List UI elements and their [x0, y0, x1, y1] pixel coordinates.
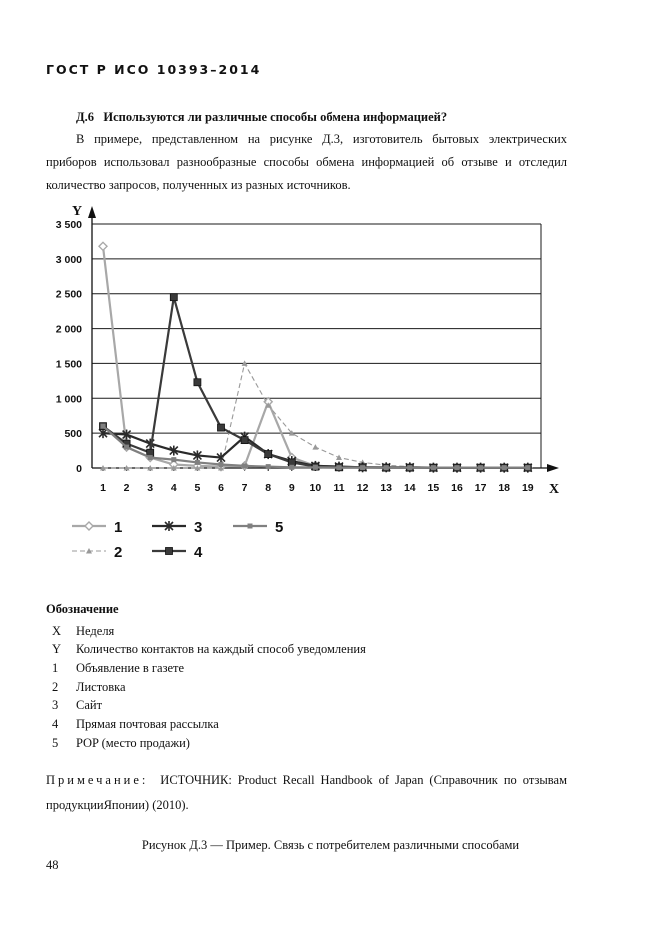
x-tick-label: 17	[474, 482, 487, 494]
x-tick-label: 5	[194, 482, 201, 494]
x-tick-label: 1	[100, 482, 106, 494]
data-point-marker	[265, 451, 272, 458]
x-tick-label: 4	[170, 482, 177, 494]
data-point-marker	[241, 437, 248, 444]
legend-label: 3	[194, 519, 203, 536]
x-tick-label: 7	[241, 482, 248, 494]
data-point-marker	[194, 379, 201, 386]
y-axis-arrow	[88, 206, 96, 218]
x-tick-label: 14	[403, 482, 416, 494]
data-point-marker	[502, 465, 507, 470]
data-point-marker	[219, 462, 224, 467]
note-text: ИСТОЧНИК: Product Recall Handbook of Japan (Справочник по отзывам продукцииЯпонии) (2010).	[46, 773, 567, 812]
data-point-marker	[312, 444, 318, 450]
data-point-marker	[101, 424, 106, 429]
definition-code: 1	[52, 661, 59, 675]
definition-text: Количество контактов на каждый способ уведомления	[76, 642, 366, 656]
series-line-1	[103, 246, 528, 467]
definition-text: Сайт	[76, 698, 103, 712]
definition-text: Прямая почтовая рассылка	[76, 717, 219, 731]
definition-text: Объявление в газете	[76, 661, 185, 675]
data-point-marker	[242, 463, 247, 468]
legend-label: 1	[114, 519, 123, 536]
data-point-marker	[525, 465, 530, 470]
data-point-marker	[407, 465, 412, 470]
legend-label: 2	[114, 544, 123, 561]
y-tick-label: 500	[64, 428, 82, 441]
data-point-marker	[170, 294, 177, 301]
y-tick-label: 0	[76, 463, 82, 475]
series-line-4	[103, 297, 528, 467]
x-tick-label: 3	[147, 482, 154, 494]
data-point-marker	[195, 460, 200, 465]
y-tick-label: 1 500	[55, 358, 82, 371]
data-point-marker	[218, 424, 225, 431]
chart-legend	[72, 519, 283, 561]
y-tick-label: 3 000	[55, 253, 82, 266]
data-point-marker	[431, 465, 436, 470]
legend-title: Обозначение	[46, 602, 119, 616]
definition-code: 4	[52, 717, 59, 731]
data-point-marker	[384, 465, 389, 470]
legend-item-1	[72, 519, 122, 536]
note	[46, 768, 567, 818]
x-axis-arrow	[547, 464, 559, 472]
legend-label: 5	[275, 519, 284, 536]
definition-code: 2	[52, 680, 59, 694]
legend-item-5	[233, 519, 283, 536]
chart-axes	[56, 204, 559, 497]
data-point-marker	[455, 465, 460, 470]
definition-text: Неделя	[76, 624, 115, 638]
legend-label: 4	[194, 544, 203, 561]
data-point-marker	[336, 455, 342, 461]
definition-code: 5	[52, 736, 59, 750]
x-tick-label: 10	[309, 482, 322, 494]
data-point-marker	[289, 465, 294, 470]
definition-text: Листовка	[76, 680, 126, 694]
page-number: 48	[46, 858, 59, 872]
intro-paragraph-text: В примере, представленном на рисунке Д.3, изготовитель бытовых электрических приборов использовал разнообразные способы обмена информацией об отзыве и отследил количество запросов, полученных из разных источников.	[46, 132, 567, 192]
data-point-marker	[266, 464, 271, 469]
definition-code: Y	[52, 642, 62, 656]
data-point-marker	[124, 445, 129, 450]
y-tick-label: 2 000	[55, 323, 82, 336]
data-point-marker	[478, 465, 483, 470]
x-tick-label: 8	[265, 482, 272, 494]
data-point-marker	[148, 455, 153, 460]
x-tick-label: 15	[427, 482, 440, 494]
note-label: Примечание:	[46, 773, 149, 787]
x-tick-label: 19	[521, 482, 534, 494]
x-tick-label: 12	[356, 482, 369, 494]
y-tick-label: 1 000	[55, 393, 82, 406]
data-point-marker	[99, 242, 107, 250]
y-tick-label: 2 500	[55, 288, 82, 301]
x-tick-label: 11	[333, 482, 345, 494]
y-tick-label: 3 500	[55, 219, 82, 231]
definition-code: 3	[52, 698, 59, 712]
x-axis-label: X	[549, 482, 560, 497]
document-header: ГОСТ Р ИСО 10393–2014	[46, 62, 262, 77]
figure-caption: Рисунок Д.3 — Пример. Связь с потребителем различными способами	[141, 838, 520, 852]
section-title: Используются ли различные способы обмена информацией?	[103, 110, 448, 124]
data-point-marker	[166, 548, 173, 555]
chart-series	[99, 242, 532, 472]
x-tick-label: 2	[123, 482, 130, 494]
y-axis-label: Y	[72, 204, 83, 219]
legend-item-4	[152, 544, 203, 561]
x-tick-label: 6	[218, 482, 224, 494]
x-tick-label: 16	[451, 482, 463, 494]
data-point-marker	[337, 465, 342, 470]
data-point-marker	[360, 465, 365, 470]
x-tick-label: 9	[288, 482, 295, 494]
data-point-marker	[248, 524, 253, 529]
legend-item-2	[72, 544, 122, 561]
definition-code: X	[52, 624, 62, 638]
chart-grid	[92, 224, 541, 468]
data-point-marker	[171, 457, 176, 462]
legend-item-3	[152, 519, 202, 536]
data-point-marker	[85, 522, 93, 530]
x-tick-label: 13	[380, 482, 393, 494]
data-point-marker	[313, 465, 318, 470]
series-line-2	[103, 363, 528, 468]
section-number: Д.6	[76, 110, 94, 124]
series-2	[100, 360, 531, 470]
x-tick-label: 18	[498, 482, 511, 494]
definition-text: POP (место продажи)	[76, 736, 190, 750]
